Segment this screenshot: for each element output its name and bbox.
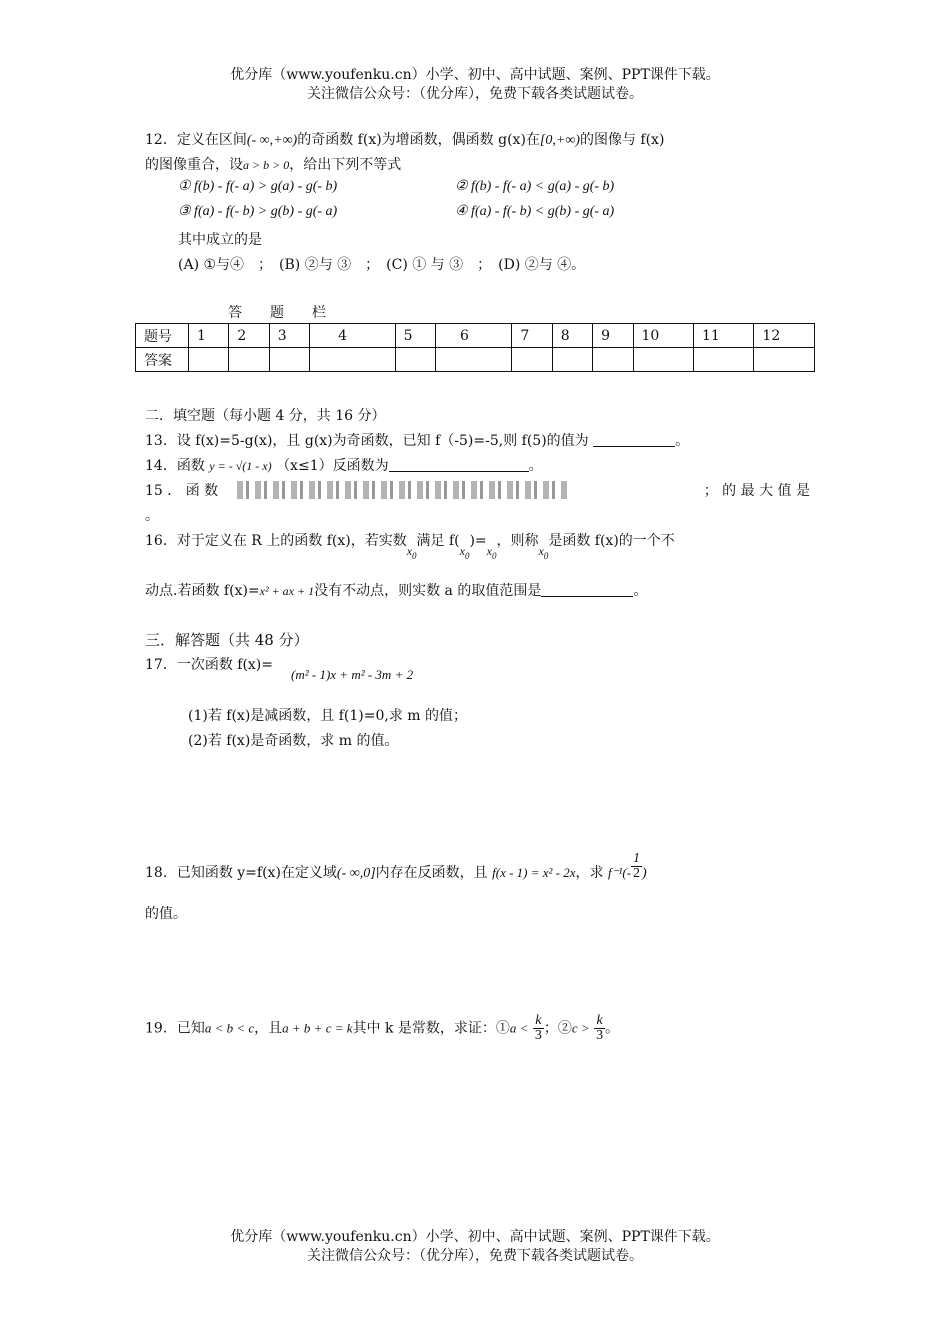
table-cell: 7: [512, 324, 552, 348]
q12-text: 12．定义在区间: [145, 132, 247, 148]
q18-line-2: 的值。: [145, 906, 187, 922]
q19-text: 。: [605, 1020, 620, 1037]
q16-x0: [486, 544, 497, 561]
q16-text: 。: [633, 583, 648, 599]
q16-text: 16．对于定义在 R 上的函数 f(x)，若实数: [145, 533, 407, 549]
q13-text: 13．设 f(x)=5-g(x)，且 g(x)为奇函数，已知 f（-5)=-5,则 f(5)的值为: [145, 433, 589, 449]
q12-text: 的图像与 f(x): [579, 132, 665, 148]
q16-text: 没有不动点，则实数 a 的取值范围是: [314, 583, 542, 599]
fraction-denominator: 3: [534, 1028, 542, 1043]
x0-subscript: 0: [543, 551, 549, 561]
row-label: 答案: [136, 348, 189, 372]
q16-x0: [459, 544, 470, 561]
answer-table-caption: 答 题 栏: [228, 305, 326, 321]
q17-part-1: (1)若 f(x)是减函数，且 f(1)=0,求 m 的值；: [188, 708, 468, 724]
q16-x0: [406, 544, 417, 561]
fraction-denominator: 3: [596, 1028, 604, 1043]
q16-text: 是函数 f(x)的一个不: [548, 533, 675, 549]
x0-symbol: x: [406, 544, 413, 558]
section2-title: 二．填空题（每小题 4 分，共 16 分）: [145, 408, 386, 424]
q12-line-1: [145, 129, 664, 149]
table-cell: 4: [310, 324, 395, 348]
q15-text: 15 ． 函 数: [145, 483, 219, 499]
answer-cell[interactable]: [754, 348, 815, 372]
q14-text: （x≤1）反函数为: [276, 458, 389, 474]
x0-symbol: x: [486, 544, 492, 558]
answer-cell[interactable]: [693, 348, 753, 372]
q16-text: 满足 f(: [416, 533, 460, 549]
answer-cell[interactable]: [395, 348, 435, 372]
q12-ineq-3: ③ f(a) - f(- b) > g(b) - g(- a): [178, 204, 338, 219]
q15-end: 。: [145, 508, 159, 524]
q16-text: )=: [469, 533, 487, 549]
q16-line-2: [145, 580, 647, 600]
q15-text: ； 的 最 大 值 是: [703, 483, 810, 499]
q17-formula: (m² - 1)x + m² - 3m + 2: [291, 667, 414, 682]
table-cell: 9: [593, 324, 633, 348]
footer-line-1: 优分库（www.youfenku.cn）小学、初中、高中试题、案例、PPT课件下载。: [230, 1229, 720, 1245]
x0-symbol: x: [538, 544, 544, 558]
header-line-1: 优分库（www.youfenku.cn）小学、初中、高中试题、案例、PPT课件下载。: [230, 67, 720, 83]
table-cell: 5: [395, 324, 435, 348]
table-cell: 10: [633, 324, 693, 348]
x0-subscript: 0: [412, 551, 417, 561]
q16-text: 动点.若函数 f(x)=: [145, 583, 260, 599]
q12-text: 的奇函数 f(x)为增函数，偶函数 g(x)在: [297, 132, 540, 148]
q18-line-1: [145, 850, 647, 882]
q19-text: ，且: [254, 1020, 283, 1037]
table-cell: 2: [229, 324, 269, 348]
answer-cell[interactable]: [593, 348, 633, 372]
fraction-numerator: 1: [633, 850, 641, 866]
q14-text: 14．函数: [145, 458, 205, 474]
q12-question: 其中成立的是: [178, 232, 262, 248]
q19-text: 其中 k 是常数，求证：①: [352, 1020, 510, 1037]
q18-inverse: f⁻¹(-: [608, 865, 632, 880]
q13-answer-blank[interactable]: [593, 433, 675, 447]
answer-cell[interactable]: [552, 348, 592, 372]
q12-interval-1: (- ∞,+∞): [246, 133, 298, 148]
q13-text: 。: [675, 433, 690, 449]
q12-line-2: [145, 154, 401, 174]
q12-condition: a > b > 0: [243, 158, 290, 172]
q17-part-2: (2)若 f(x)是奇函数，求 m 的值。: [188, 733, 399, 749]
q19-lhs-1: a <: [509, 1020, 529, 1036]
q16-answer-blank[interactable]: [541, 583, 633, 597]
answer-cell[interactable]: [229, 348, 269, 372]
answer-table: [135, 323, 815, 372]
q19-condition-1: a < b < c: [204, 1020, 255, 1036]
q18-text: ，求: [575, 865, 604, 881]
answer-cell[interactable]: [512, 348, 552, 372]
q19-fraction-2: [594, 1014, 605, 1043]
x0-subscript: 0: [492, 551, 497, 561]
q19-condition-2: a + b + c = k: [282, 1020, 353, 1036]
header-line-2: 关注微信公众号：（优分库），免费下载各类试题试卷。: [307, 86, 643, 102]
q19-fraction-1: [533, 1014, 544, 1043]
table-cell: 6: [435, 324, 511, 348]
q18-close-paren: ): [642, 866, 647, 881]
q12-interval-2: [0,+∞): [539, 133, 580, 148]
answer-cell[interactable]: [189, 348, 229, 372]
answer-cell[interactable]: [633, 348, 693, 372]
q12-text: 的图像重合，设: [145, 157, 243, 173]
q19-text: ；②: [543, 1020, 572, 1037]
q19-lhs-2: c >: [571, 1020, 590, 1036]
q12-options: (A) ①与④ ； (B) ②与 ③ ； (C) ① 与 ③ ； (D) ②与 ④。: [178, 257, 586, 273]
table-cell: 3: [269, 324, 309, 348]
q14-text: 。: [528, 458, 543, 474]
q16-formula: x² + ax + 1: [259, 584, 315, 598]
q16-line-1: [145, 530, 810, 561]
table-row: [136, 348, 815, 372]
section3-title: 三．解答题（共 48 分）: [145, 631, 309, 649]
q12-ineq-1: ① f(b) - f(- a) > g(a) - g(- b): [178, 179, 338, 194]
table-row: [136, 324, 815, 348]
answer-cell[interactable]: [435, 348, 511, 372]
footer-line-2: 关注微信公众号：（优分库），免费下载各类试题试卷。: [307, 1248, 643, 1264]
q18-text: 内存在反函数，且: [375, 865, 488, 881]
x0-symbol: x: [459, 544, 465, 558]
q18-formula: f(x - 1) = x² - 2x: [492, 865, 576, 880]
q14-formula: y = - √(1 - x): [209, 459, 272, 473]
fraction-denominator: 2: [633, 865, 641, 881]
q19: [145, 1014, 619, 1043]
table-cell: 8: [552, 324, 592, 348]
q13: [145, 430, 689, 450]
answer-cell[interactable]: [310, 348, 395, 372]
q15-obscured-formula: [237, 481, 567, 499]
q14: [145, 455, 543, 475]
q14-answer-blank[interactable]: [389, 458, 529, 472]
table-cell: 12: [754, 324, 815, 348]
q18-domain: (- ∞,0]: [336, 866, 376, 881]
table-cell: 11: [693, 324, 753, 348]
answer-cell[interactable]: [269, 348, 309, 372]
fraction-numerator: k: [533, 1014, 544, 1029]
q12-ineq-2: ② f(b) - f(- a) < g(a) - g(- b): [455, 179, 615, 194]
row-label: 题号: [136, 324, 189, 348]
q15: [145, 480, 810, 500]
q12-text: ，给出下列不等式: [289, 157, 402, 173]
q19-text: 19．已知: [145, 1020, 205, 1037]
fraction-numerator: k: [594, 1014, 605, 1029]
q16-x0: [538, 544, 549, 561]
q12-ineq-4: ④ f(a) - f(- b) < g(b) - g(- a): [455, 204, 615, 219]
table-cell: 1: [189, 324, 229, 348]
q17: [145, 654, 273, 674]
q17-text: 17．一次函数 f(x)=: [145, 657, 273, 673]
q18-fraction: [631, 852, 642, 881]
q18-text: 18．已知函数 y=f(x)在定义域: [145, 865, 337, 881]
q16-text: ，则称: [496, 533, 539, 549]
x0-subscript: 0: [464, 551, 470, 561]
